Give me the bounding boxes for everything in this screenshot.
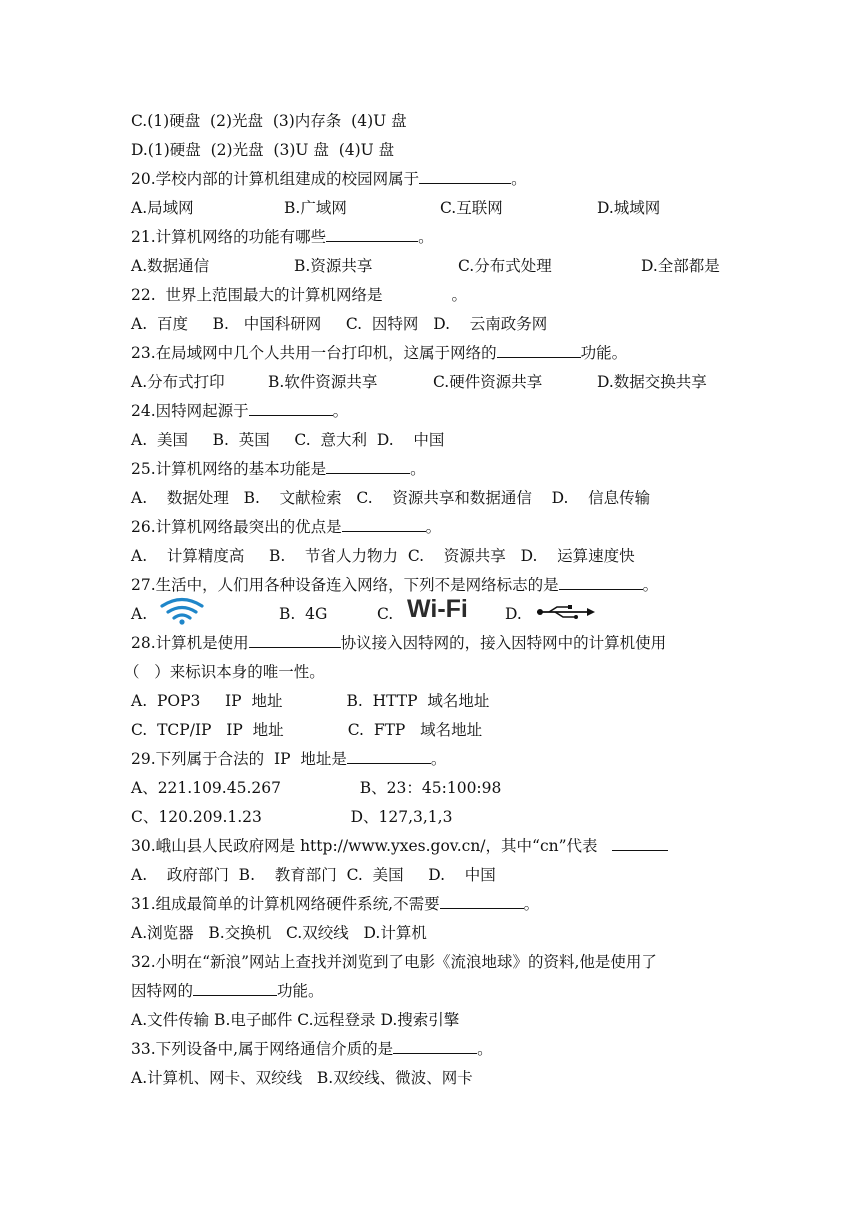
q29-stem (131, 748, 446, 770)
q27-option-d: D. (505, 605, 522, 623)
q24-options: A. 美国 B. 英国 C. 意大利 D. 中国 (131, 431, 445, 449)
answer-blank (249, 400, 333, 416)
q29-options-ab: A、221.109.45.267 B、23：45:100:98 (131, 779, 502, 797)
q27-option-b: B. 4G (279, 605, 328, 623)
q20-stem (131, 168, 527, 190)
q28-options-cd: C. TCP/IP IP 地址 C. FTP 域名地址 (131, 721, 483, 739)
q21-stem (131, 226, 434, 248)
wifi-logo-icon (405, 593, 481, 623)
q28-text-cont: 协议接入因特网的，接入因特网中的计算机使用 (340, 634, 667, 652)
q26-end: 。 (425, 518, 442, 536)
answer-blank (326, 458, 410, 474)
q29-text: 29.下列属于合法的 IP 地址是 (131, 750, 347, 768)
q31-end: 。 (523, 895, 540, 913)
q22-stem: 22. 世界上范围最大的计算机网络是 。 (131, 286, 467, 304)
q23-option-a: A.分布式打印 (131, 373, 225, 391)
q32-text: 因特网的 (131, 982, 194, 1000)
q30-text: 30.峨山县人民政府网是 http://www.yxes.gov.cn/，其中“cn”代表 (131, 837, 613, 855)
answer-blank (612, 835, 668, 851)
q19-option-c: C.(1)硬盘 (2)光盘 (3)内存条 (4)U 盘 (131, 112, 407, 130)
q31-text: 31.组成最简单的计算机网络硬件系统,不需要 (131, 895, 440, 913)
q26-options: A. 计算精度高 B. 节省人力物力 C. 资源共享 D. 运算速度快 (131, 547, 635, 565)
q23-option-d: D.数据交换共享 (597, 373, 707, 391)
q24-text: 24.因特网起源于 (131, 402, 249, 420)
q24-end: 。 (332, 402, 349, 420)
q21-option-d: D.全部都是 (641, 257, 720, 275)
q27-option-c: C. (377, 605, 394, 623)
q33-text: 33.下列设备中,属于网络通信介质的是 (131, 1040, 394, 1058)
q32-stem: 32.小明在“新浪”网站上查找并浏览到了电影《流浪地球》的资料,他是使用了 (131, 953, 657, 971)
usb-icon (535, 605, 597, 619)
q21-option-a: A.数据通信 (131, 257, 210, 275)
q23-end: 功能。 (580, 344, 628, 362)
q29-end: 。 (430, 750, 447, 768)
q25-end: 。 (410, 460, 426, 478)
q31-stem (131, 893, 539, 915)
q25-text: 25.计算机网络的基本功能是 (131, 460, 327, 478)
q32-end: 功能。 (277, 982, 324, 1000)
q33-stem (131, 1038, 493, 1060)
q28-stem (131, 632, 666, 654)
answer-blank (347, 748, 431, 764)
q28-stem-line2: （ ）来标识本身的唯一性。 (124, 663, 325, 681)
q32-options: A.文件传输 B.电子邮件 C.远程登录 D.搜索引擎 (131, 1011, 460, 1029)
answer-blank (342, 516, 426, 532)
q27-text: 27.生活中，人们用各种设备连入网络，下列不是网络标志的是 (131, 576, 559, 594)
q29-options-cd: C、120.209.1.23 D、127,3,1,3 (131, 808, 453, 826)
q21-option-c: C.分布式处理 (458, 257, 552, 275)
q19-option-d: D.(1)硬盘 (2)光盘 (3)U 盘 (4)U 盘 (131, 141, 395, 159)
answer-blank (249, 632, 341, 648)
answer-blank (326, 226, 418, 242)
q28-text: 28.计算机是使用 (131, 634, 249, 652)
q20-text: 20.学校内部的计算机组建成的校园网属于 (131, 170, 420, 188)
q22-options: A. 百度 B. 中国科研网 C. 因特网 D. 云南政务网 (131, 315, 548, 333)
answer-blank (559, 574, 643, 590)
wifi-logo-text: Wi-Fi (407, 595, 468, 623)
q25-options: A. 数据处理 B. 文献检索 C. 资源共享和数据通信 D. 信息传输 (131, 489, 651, 507)
q33-options: A.计算机、网卡、双绞线 B.双绞线、微波、网卡 (131, 1069, 473, 1087)
q24-stem (131, 400, 348, 422)
answer-blank (393, 1038, 477, 1054)
q25-stem (131, 458, 426, 480)
q20-option-c: C.互联网 (440, 199, 503, 217)
q32-stem-line2 (131, 980, 324, 1002)
q21-end: 。 (418, 228, 434, 246)
q23-option-c: C.硬件资源共享 (433, 373, 543, 391)
wifi-signal-icon (159, 597, 205, 625)
q20-option-d: D.城域网 (597, 199, 661, 217)
q27-option-a: A. (131, 605, 148, 623)
q20-end: 。 (511, 170, 527, 188)
q23-text: 23.在局域网中几个人共用一台打印机，这属于网络的 (131, 344, 497, 362)
q23-stem (131, 342, 627, 364)
answer-blank (440, 893, 524, 909)
q26-text: 26.计算机网络最突出的优点是 (131, 518, 342, 536)
q26-stem (131, 516, 441, 538)
q30-options: A. 政府部门 B. 教育部门 C. 美国 D. 中国 (131, 866, 496, 884)
q21-text: 21.计算机网络的功能有哪些 (131, 228, 327, 246)
q33-end: 。 (477, 1040, 493, 1058)
q27-options (131, 595, 731, 625)
answer-blank (497, 342, 581, 358)
q20-option-a: A.局域网 (131, 199, 194, 217)
q23-option-b: B.软件资源共享 (268, 373, 378, 391)
q31-options: A.浏览器 B.交换机 C.双绞线 D.计算机 (131, 924, 427, 942)
q27-end: 。 (642, 576, 659, 594)
q30-stem (131, 835, 668, 857)
q21-option-b: B.资源共享 (294, 257, 373, 275)
answer-blank (193, 980, 277, 996)
answer-blank (419, 168, 511, 184)
q28-options-ab: A. POP3 IP 地址 B. HTTP 域名地址 (131, 692, 490, 710)
q27-stem (131, 574, 658, 596)
q20-option-b: B.广域网 (284, 199, 347, 217)
